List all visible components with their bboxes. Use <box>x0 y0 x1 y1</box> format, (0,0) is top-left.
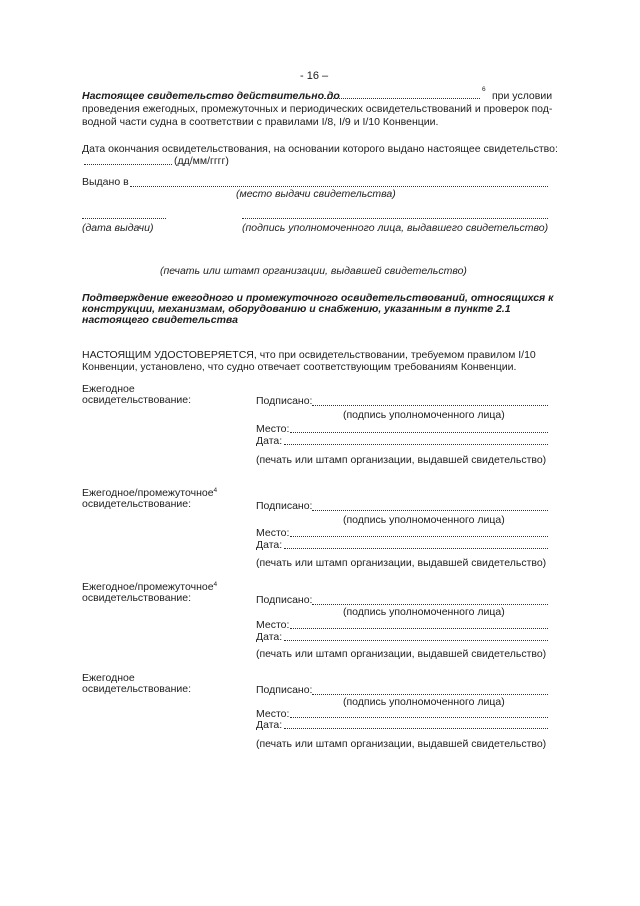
signed-line[interactable] <box>312 510 548 511</box>
issuer-signature-line <box>242 218 548 219</box>
signed-line[interactable] <box>312 405 548 406</box>
date-line[interactable] <box>284 728 548 729</box>
statement-line-2: Конвенции, установлено, что судно отвечает соответствующим требованиям Конвенции. <box>82 361 517 373</box>
signed-label: Подписано: <box>256 500 313 512</box>
confirmation-title-3: настоящего свидетельства <box>82 314 238 326</box>
place-label: Место: <box>256 708 290 720</box>
block-stamp-caption: (печать или штамп организации, выдавшей свидетельство) <box>256 648 547 660</box>
block-stamp-caption: (печать или штамп организации, выдавшей свидетельство) <box>256 738 547 750</box>
signature-caption: (подпись уполномоченного лица, выдавшего свидетельство) <box>242 222 549 234</box>
block-stamp-caption: (печать или штамп организации, выдавшей свидетельство) <box>256 454 547 466</box>
issued-place-line <box>130 186 548 187</box>
date-label: Дата: <box>256 631 283 643</box>
survey-type-line2: освидетельствование: <box>82 498 192 510</box>
block-stamp-caption: (печать или штамп организации, выдавшей свидетельство) <box>256 557 547 569</box>
validity-tail: при условии <box>492 90 553 102</box>
footnote-ref: 6 <box>482 86 486 93</box>
survey-type-line1: Ежегодное <box>82 672 135 684</box>
date-line[interactable] <box>284 548 548 549</box>
date-line[interactable] <box>284 640 548 641</box>
survey-type-line1: Ежегодное <box>82 383 135 395</box>
issue-date-line <box>82 218 166 219</box>
signer-caption: (подпись уполномоченного лица) <box>343 409 505 421</box>
survey-type-line2: освидетельствование: <box>82 592 192 604</box>
place-caption: (место выдачи свидетельства) <box>236 188 396 200</box>
signer-caption: (подпись уполномоченного лица) <box>343 696 505 708</box>
issued-label: Выдано в <box>82 176 129 188</box>
completion-text: Дата окончания освидетельствования, на основании которого выдано настоящее свидетельство: <box>82 143 558 155</box>
place-label: Место: <box>256 527 290 539</box>
signed-label: Подписано: <box>256 395 313 407</box>
confirmation-title-2: конструкции, механизмам, оборудованию и снабжению, указанным в пункте 2.1 <box>82 303 511 315</box>
completion-date-line <box>84 164 172 165</box>
place-line[interactable] <box>290 628 548 629</box>
completion-format: (дд/мм/гггг) <box>174 155 229 167</box>
date-label: Дата: <box>256 539 283 551</box>
date-label: Дата: <box>256 435 283 447</box>
survey-type-line2: освидетельствование: <box>82 683 192 695</box>
place-label: Место: <box>256 423 290 435</box>
validity-line3: водной части судна в соответствии с правилами I/8, I/9 и I/10 Конвенции. <box>82 116 439 128</box>
validity-date-line <box>324 98 480 99</box>
place-line[interactable] <box>290 432 548 433</box>
statement-line-1: НАСТОЯЩИМ УДОСТОВЕРЯЕТСЯ, что при освидетельствовании, требуемом правилом I/10 <box>82 349 536 361</box>
signed-line[interactable] <box>312 604 548 605</box>
page-number: - 16 – <box>300 70 329 82</box>
stamp-caption: (печать или штамп организации, выдавшей свидетельство) <box>160 265 467 277</box>
signed-label: Подписано: <box>256 684 313 696</box>
confirmation-title-1: Подтверждение ежегодного и промежуточного освидетельствований, относящихся к <box>82 292 554 304</box>
survey-type-line1: Ежегодное/промежуточное$^4$ <box>82 581 218 593</box>
date-caption: (дата выдачи) <box>82 222 154 234</box>
date-line[interactable] <box>284 444 548 445</box>
place-line[interactable] <box>290 717 548 718</box>
signed-line[interactable] <box>312 694 548 695</box>
signed-label: Подписано: <box>256 594 313 606</box>
date-label: Дата: <box>256 719 283 731</box>
survey-type-line1: Ежегодное/промежуточное$^4$ <box>82 487 218 499</box>
validity-line2: проведения ежегодных, промежуточных и периодических освидетельствований и проверок под- <box>82 103 553 115</box>
signer-caption: (подпись уполномоченного лица) <box>343 514 505 526</box>
survey-type-line2: освидетельствование: <box>82 394 192 406</box>
signer-caption: (подпись уполномоченного лица) <box>343 606 505 618</box>
place-label: Место: <box>256 619 290 631</box>
validity-lead: Настоящее свидетельство действительно до <box>82 90 340 102</box>
place-line[interactable] <box>290 536 548 537</box>
